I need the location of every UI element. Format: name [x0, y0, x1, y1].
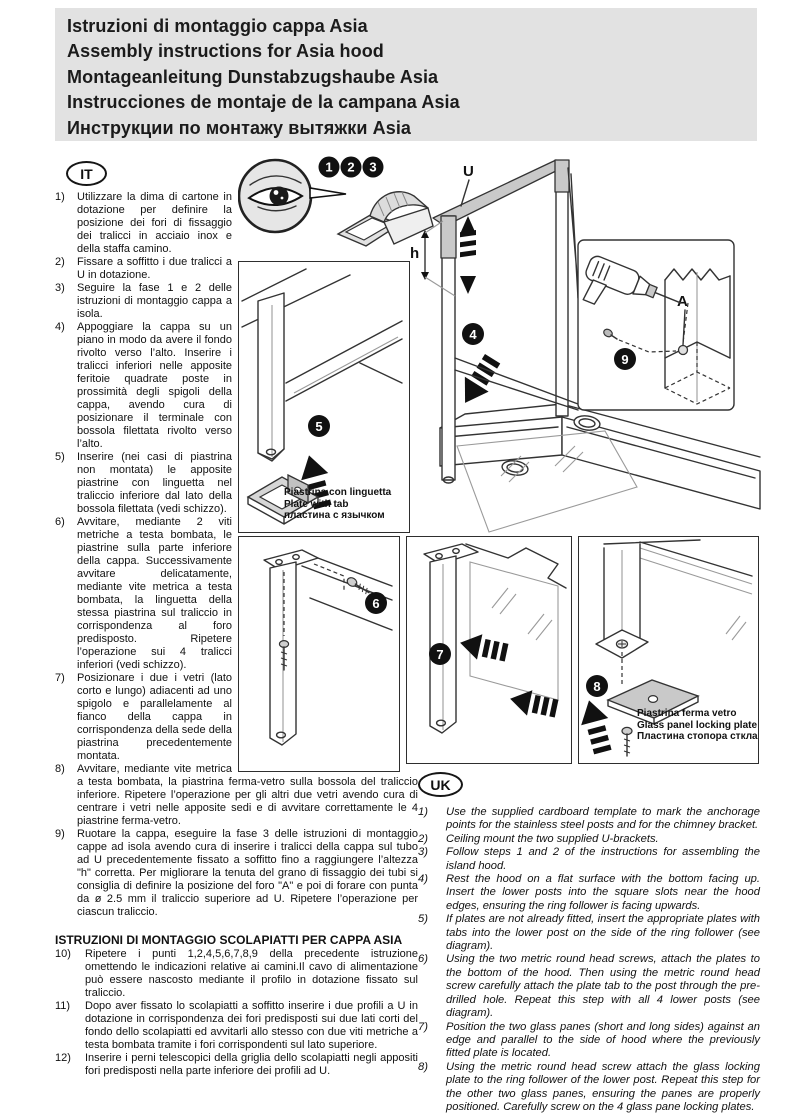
step-badge-1	[319, 157, 340, 178]
it-item-4: 4) Appoggiare la cappa su un piano in modo da avere il fondo rivolto verso l’alto. Inserire i tralicci inferiori nelle apposite feritoie quadrate poste in prossimità degli spigoli della cappa, avendo cura di posizionare il terminale con bossola filettata rivolto verso l’alto.	[55, 321, 232, 450]
screw-icon	[346, 576, 371, 596]
left-arrow-icon	[457, 630, 509, 665]
callout-line-top	[568, 168, 578, 298]
svg-text:3: 3	[369, 159, 377, 175]
it-language-badge: IT	[66, 161, 107, 186]
uk-instructions	[418, 806, 760, 1114]
up-arrow-icon	[580, 697, 616, 756]
post-bottom-view	[596, 544, 648, 658]
uk-item-2: 2) Ceiling mount the two supplied U-brackets.	[418, 832, 659, 845]
it-item-12: 12) Inserire i perni telescopici della griglia dello scolapiatti negli appositi fori predisposti nella parte inferiore dei profili ad U.	[55, 1052, 418, 1077]
step-badge-8	[586, 675, 608, 697]
hood-glass-sketch	[604, 540, 752, 640]
it-item-11: 11) Dopo aver fissato lo scolapiatti a soffitto inserire i due profili a U in dotazione in corrispondenza dei fori predisposti sui due lati corti del fondo dello scolapiatti ed avvitarli allo stesso con due viti metriche a testa bombata tramite i fori corrispondenti sul lato superiore.	[55, 1000, 418, 1051]
title-german: Montageanleitung Dunstabzugshaube Asia	[67, 66, 439, 87]
post-with-bracket	[264, 550, 318, 745]
it-item-8: 8) Avvitare, mediante vite metrica a testa bombata, la piastrina ferma-vetro sulla bossola del traliccio inferiore. Ripetere l’operazione per gli altri due vetri avendo cura di centrare i vetri nelle apposite sedi e di avvitare correttamente le 4 piastrine ferma-vetro.	[55, 763, 418, 827]
uk-item-8: 8) Using the metric round head screw attach the glass locking plate to the ring follower of the lower post. Repeat this step for the other two glass panes, ensuring the panes are properly positioned. Carefully screw on the 4 glass pane locking plates.	[418, 1060, 760, 1113]
screw-icon	[622, 727, 632, 756]
it-item-7: 7) Posizionare i due i vetri (lato corto e lungo) adiacenti ad uno spigolo e parallelamente al fianco della cappa in corrispondenza della sede della piastrina precedentemente montata.	[55, 672, 232, 762]
drill-detail-inset	[576, 240, 734, 410]
svg-text:4: 4	[469, 326, 477, 342]
svg-text:h: h	[410, 245, 420, 262]
step-badge-2	[341, 157, 362, 178]
it-item-3: 3) Seguire la fase 1 e 2 delle istruzioni di montaggio cappa a isola.	[55, 282, 232, 320]
step-badge-6	[365, 592, 387, 614]
right-post	[555, 160, 569, 416]
svg-text:A: A	[677, 293, 688, 310]
figure-hood-assembly	[405, 146, 762, 538]
uk-item-3: 3) Follow steps 1 and 2 of the instructions for assembling the island hood.	[418, 846, 760, 872]
it-item-1: 1) Utilizzare la dima di cartone in dotazione per definire la posizione dei fori di fissaggio dei tralicci in acciaio inox e della staffa camino.	[55, 191, 232, 255]
slide-arrow-icon	[460, 216, 476, 294]
svg-text:8: 8	[593, 678, 601, 694]
uk-item-4: 4) Rest the hood on a flat surface with the bottom facing up. Insert the lower posts into the square slots near the hood edges, ensuring the ring follower is facing upwards.	[418, 873, 760, 912]
uk-item-7: 7) Position the two glass panes (short and long sides) against an edge and parallel to the side of hood where the previously fitted plate is located.	[418, 1020, 760, 1060]
uk-item-1: 1) Use the supplied cardboard template to mark the anchorage points for the stainless steel posts and for the chimney bracket.	[418, 806, 760, 832]
hood-body	[440, 404, 760, 532]
lower-post	[258, 293, 284, 461]
title-spanish: Instrucciones de montaje de la campana Asia	[67, 92, 460, 113]
figure-step7	[408, 538, 570, 762]
svg-text:5: 5	[315, 418, 323, 434]
svg-text:6: 6	[372, 595, 380, 611]
it-item-6: 6) Avvitare, mediante 2 viti metriche a testa bombata, le piastrine sulla parte inferiore della cappa. Successivamente avvitare delicatamente, mediante vite metrica a testa bombata, la linguetta della stessa piastrina sul traliccio in corrispondenza al foro predisposto. Ripetere l’operazione sui 4 tralicci inferiori (vedi schizzo).	[55, 516, 232, 671]
svg-text:9: 9	[621, 351, 629, 367]
title-english: Assembly instructions for Asia hood	[67, 41, 384, 62]
step-badge-5	[308, 415, 330, 437]
svg-text:2: 2	[347, 159, 355, 175]
it-subsection-title: ISTRUZIONI DI MONTAGGIO SCOLAPIATTI PER CAPPA ASIA	[55, 933, 403, 947]
left-arrow-icon	[507, 686, 559, 721]
caption-glass-locking-plate: Piastrina ferma vetro Glass panel locking plate Пластина стопора сткла	[637, 708, 758, 742]
it-item-5: 5) Inserire (nei casi di piastrina non montata) le apposite piastrine con linguetta nel traliccio inferiore dal lato della bossola filettata (vedi schizzo).	[55, 451, 232, 515]
title-russian: Инструкции по монтажу вытяжки Asia	[67, 117, 412, 138]
figure-step6	[240, 538, 398, 770]
it-item-9: 9) Ruotare la cappa, eseguire la fase 3 delle istruzioni di montaggio cappe ad isola avendo cura di inserire i tralicci della cappa sul tubo ad U precedentemente fissato a soffitto fino a raggiungere l’altezza "h" corretta. Per migliorare la tenuta del grano di fissaggio dei tubi si consiglia di definire la posizione del foro "A" e poi di forare con punta da ø 2.5 mm il traliccio superiore ad U. Ripetere l’operazione per ciascun traliccio.	[55, 828, 418, 918]
it-item-10: 10) Ripetere i punti 1,2,4,5,6,7,8,9 della precedente istruzione omettendo le indicazioni relative ai camini.Il cavo di alimentazione può essere nascosto mediante il profilo in dotazione fissato sul traliccio.	[55, 948, 418, 999]
title-italian: Istruzioni di montaggio cappa Asia	[67, 16, 368, 36]
it-item-2: 2) Fissare a soffitto i due tralicci a U in dotazione.	[55, 256, 232, 281]
svg-text:7: 7	[436, 646, 444, 662]
eye-icon	[239, 160, 311, 232]
title-header	[55, 8, 757, 141]
uk-item-6: 6) Using the two metric round head screws, attach the plates to the bottom of the hood. Then using the metric round head screw carefully attach the plate tab to the post through the pre-drilled hole. Repeat this step with all 4 lower posts (see diagram).	[418, 953, 760, 1020]
uk-item-5: 5) If plates are not already fitted, insert the appropriate plates with tabs into the lower post on the side of the ring follower (see diagram).	[418, 913, 760, 953]
caption-plate-with-tab: Piastrina con linguetta Plate with tab пластина с язычком	[284, 487, 392, 521]
uk-language-badge: UK	[418, 772, 463, 797]
hood-rail-sketch	[302, 552, 392, 630]
step-badge-9	[614, 348, 636, 370]
svg-text:U: U	[463, 163, 474, 180]
step-badge-3	[363, 157, 384, 178]
glass-pane	[470, 562, 558, 700]
step-badge-7	[429, 643, 451, 665]
hood-edge-sketch	[466, 544, 566, 588]
left-post	[441, 216, 456, 483]
svg-text:1: 1	[325, 159, 333, 175]
callout-pointer	[310, 188, 346, 198]
step-badge-4	[462, 323, 484, 345]
